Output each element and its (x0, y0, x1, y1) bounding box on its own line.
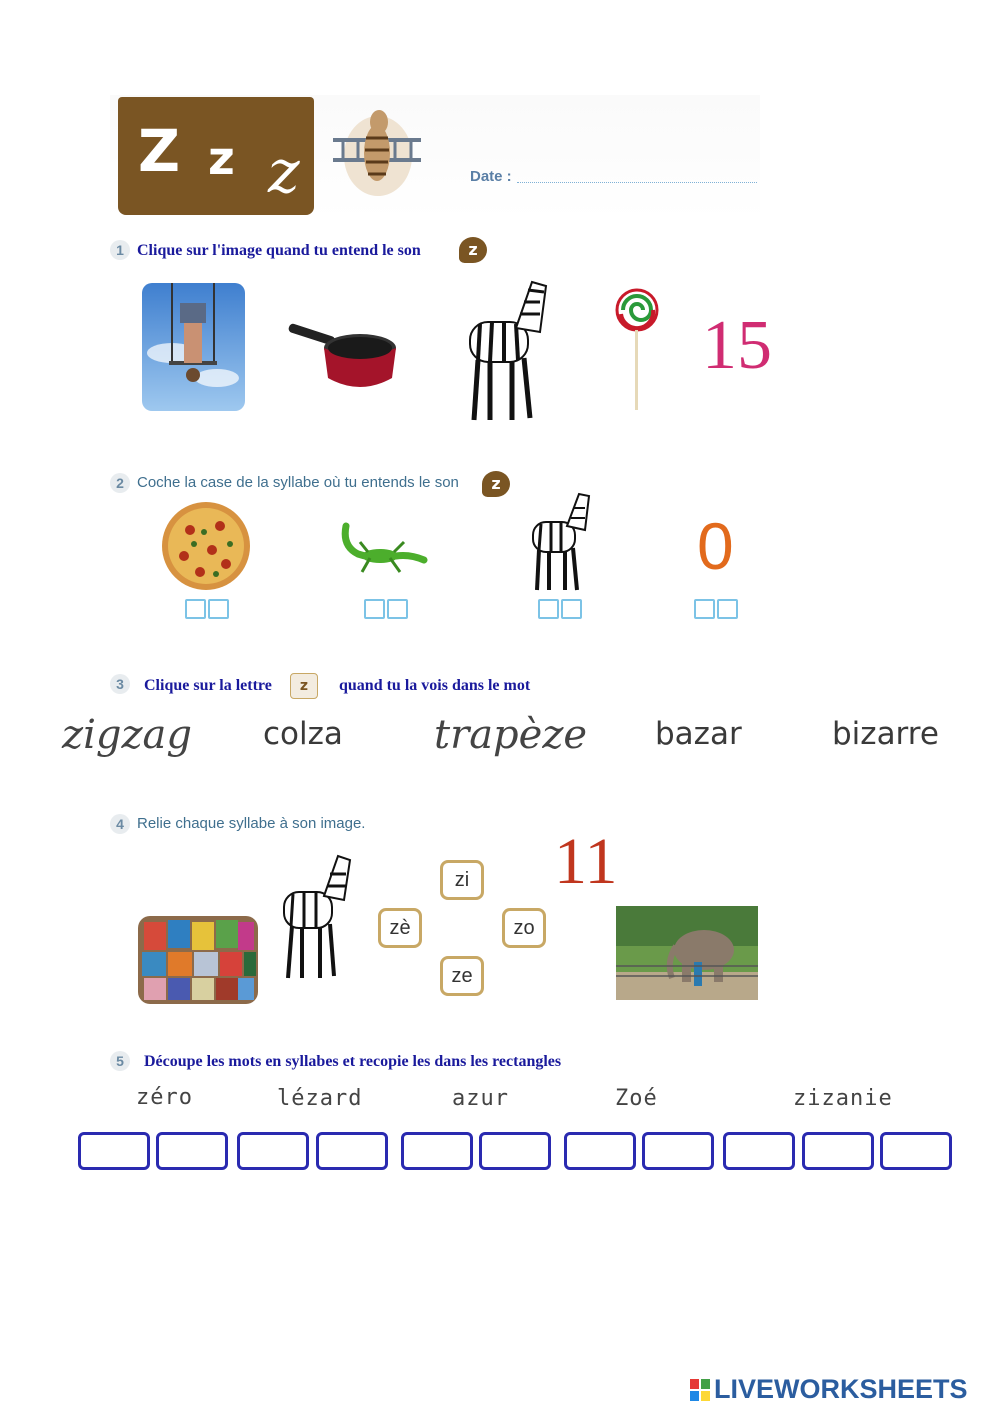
answer-box-zizanie-1[interactable] (723, 1132, 795, 1170)
exercise-5-instruction: Découpe les mots en syllabes et recopie les dans les rectangles (144, 1053, 562, 1070)
syllable-ze-grave[interactable]: zè (378, 908, 422, 948)
answer-box-zoe-1[interactable] (564, 1132, 636, 1170)
upper-letter: Z (138, 117, 181, 185)
answer-box-zero-2[interactable] (156, 1132, 228, 1170)
letter-z-chip: z (290, 673, 318, 699)
trapeze-acrobat-image[interactable] (142, 283, 245, 411)
exercise-3-instruction-start: Clique sur la lettre (144, 677, 272, 694)
exercise-4-instruction: Relie chaque syllabe à son image. (137, 815, 366, 832)
z-sound-badge: z (459, 237, 487, 263)
exercise-3-instruction-end: quand tu la vois dans le mot (339, 677, 531, 694)
zebra-syllable-checkboxes (538, 599, 582, 619)
answer-box-zero-1[interactable] (78, 1132, 150, 1170)
date-label: Date : (470, 168, 512, 185)
word-bazar[interactable]: bazar (655, 716, 742, 752)
logo-text: LIVEWORKSHEETS (714, 1374, 968, 1404)
zero-syllable-checkboxes (694, 599, 738, 619)
cursive-letter: z (268, 137, 300, 207)
zoo-elephant-image (616, 906, 758, 1000)
word-colza[interactable]: colza (263, 716, 343, 752)
word-lezard: lézard (277, 1086, 363, 1111)
exercise-4-number: 4 (110, 814, 130, 834)
checkbox[interactable] (694, 599, 715, 619)
syllable-ze[interactable]: ze (440, 956, 484, 996)
pizza-syllable-checkboxes (185, 599, 229, 619)
exercise-1-instruction: Clique sur l'image quand tu entend le son (137, 242, 421, 259)
exercise-3-number: 3 (110, 674, 130, 694)
word-azur: azur (452, 1086, 509, 1111)
magazines-image (138, 916, 258, 1004)
liveworksheets-logo (690, 1374, 968, 1405)
zebra-cage-illustration (333, 108, 423, 200)
answer-box-zizanie-3[interactable] (880, 1132, 952, 1170)
number-fifteen-image[interactable]: 15 (702, 307, 772, 384)
checkbox[interactable] (387, 599, 408, 619)
exercise-2-instruction: Coche la case de la syllabe où tu entends le son (137, 474, 459, 491)
lower-letter: z (208, 131, 235, 185)
letter-title-box (118, 97, 314, 215)
zebra-image[interactable] (460, 272, 552, 424)
syllable-zo[interactable]: zo (502, 908, 546, 948)
checkbox[interactable] (185, 599, 206, 619)
answer-box-azur-1[interactable] (401, 1132, 473, 1170)
saucepan-image[interactable] (288, 318, 398, 396)
lizard-syllable-checkboxes (364, 599, 408, 619)
answer-box-zizanie-2[interactable] (802, 1132, 874, 1170)
checkbox[interactable] (561, 599, 582, 619)
answer-box-azur-2[interactable] (479, 1132, 551, 1170)
syllable-zi[interactable]: zi (440, 860, 484, 900)
word-zigzag[interactable]: zigzag (62, 712, 192, 758)
word-bizarre[interactable]: bizarre (832, 716, 939, 752)
lollipop-image[interactable] (612, 288, 662, 413)
number-zero-image: 0 (697, 509, 734, 583)
word-trapeze[interactable]: trapèze (434, 712, 588, 758)
logo-blocks-icon (690, 1379, 710, 1401)
word-zizanie: zizanie (793, 1086, 893, 1111)
number-eleven-image: 11 (554, 825, 618, 898)
date-line[interactable] (517, 182, 757, 183)
exercise-1-number: 1 (110, 240, 130, 260)
zebra-image-3 (278, 848, 354, 982)
answer-box-zoe-2[interactable] (642, 1132, 714, 1170)
word-zoe: Zoé (615, 1086, 658, 1111)
answer-box-lezard-1[interactable] (237, 1132, 309, 1170)
checkbox[interactable] (364, 599, 385, 619)
z-sound-badge-2: z (482, 471, 510, 497)
exercise-5-number: 5 (110, 1051, 130, 1071)
pizza-image (160, 502, 252, 590)
checkbox[interactable] (538, 599, 559, 619)
checkbox[interactable] (717, 599, 738, 619)
exercise-2-number: 2 (110, 473, 130, 493)
zebra-image-2 (527, 486, 593, 594)
answer-box-lezard-2[interactable] (316, 1132, 388, 1170)
checkbox[interactable] (208, 599, 229, 619)
word-zero: zéro (136, 1085, 193, 1110)
lizard-image (340, 516, 428, 578)
